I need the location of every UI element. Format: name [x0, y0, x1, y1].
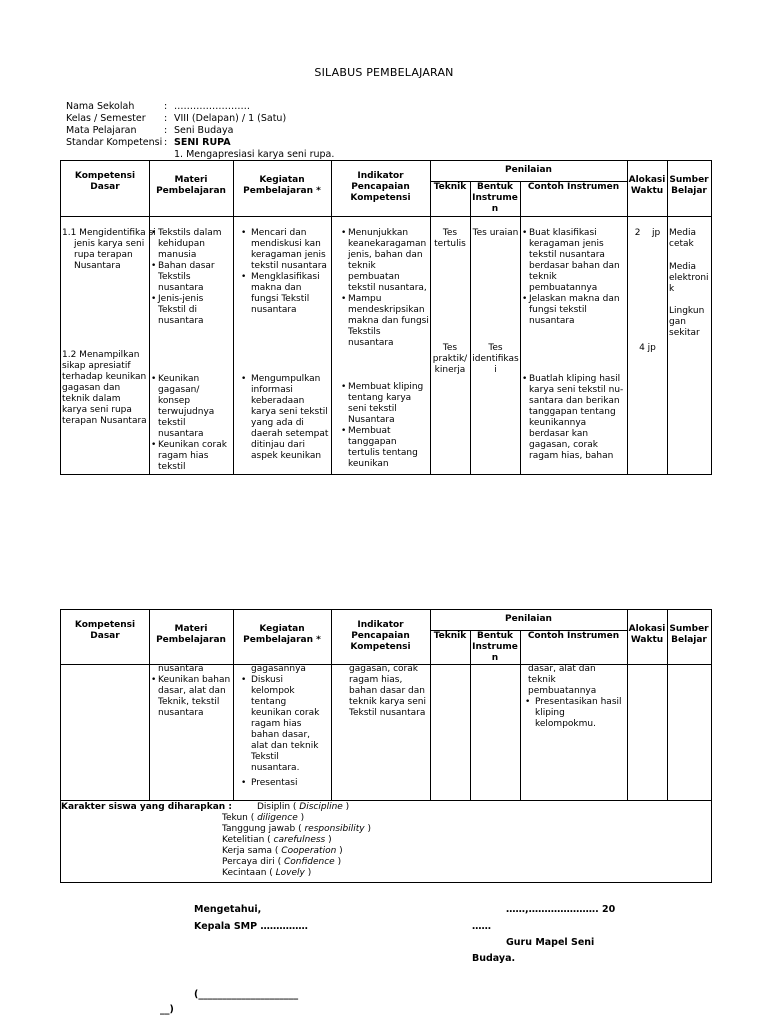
kegiatan-list-2 — [239, 374, 329, 462]
standard-label: Standar Kompetensi — [66, 137, 163, 148]
header-sumber: Sumber Belajar — [669, 624, 709, 645]
header-kd: Kompetensi Dasar — [74, 620, 136, 641]
class-label: Kelas / Semester — [66, 113, 146, 124]
header-materi: Materi Pembelajaran — [156, 175, 226, 196]
bentuk-2: Tes identifikas i — [472, 343, 519, 375]
standard-item: 1. Mengapresiasi karya seni rupa. — [174, 149, 335, 160]
school-label: Nama Sekolah — [66, 101, 135, 112]
colon: : — [164, 125, 168, 136]
header-contoh: Contoh Instrumen — [527, 182, 620, 192]
list-item: • Membuat tanggapan tertulis tentang keunikan — [341, 426, 429, 470]
sumber-3: Lingkun gan sekitar — [669, 306, 705, 338]
guru-label-cont: Budaya. — [472, 953, 516, 964]
list-item: • Mengklasifikasi makna dan fungsi Tekstil nusantara — [239, 272, 329, 316]
sumber-2: Media elektroni k — [669, 262, 709, 294]
karakter-item: Tekun ( diligence ) — [222, 813, 305, 823]
list-item: • Jelaskan makna dan fungsi tekstil nusantara — [522, 294, 624, 327]
syllabus-table-page1 — [60, 160, 712, 475]
header-penilaian: Penilaian — [505, 165, 552, 175]
header-teknik: Teknik — [433, 182, 467, 192]
signature-name-close: __) — [160, 1004, 174, 1015]
header-materi: Materi Pembelajaran — [156, 624, 226, 645]
class-value: VIII (Delapan) / 1 (Satu) — [174, 113, 287, 124]
header-bentuk: Bentuk Instrume n — [472, 182, 518, 214]
school-value: …………………… — [174, 101, 250, 112]
list-item: • Mencari dan mendiskusi kan keragaman jenis tekstil nusantara — [239, 228, 329, 272]
list-item: • Buatlah kliping hasil karya seni tekstil nu- santara dan berikan tanggapan tentang keunikannya berdasar kan gagasan, corak ragam hias, bahan — [522, 374, 624, 462]
teknik-1: Tes tertulis — [434, 228, 466, 249]
kd-1-2: 1.2 Menampilkan sikap apresiatif terhadap keunikan gagasan dan teknik dalam karya seni rupa terapan Nusantara — [62, 350, 147, 426]
contoh-list — [522, 228, 624, 327]
list-item: • Presentasi — [239, 778, 329, 789]
date-cont: …… — [472, 921, 491, 932]
contoh-cont: dasar, alat dan teknik pembuatannya — [528, 664, 597, 696]
mengetahui-label: Mengetahui, — [194, 904, 262, 915]
colon: : — [164, 101, 168, 112]
sumber-1: Media cetak — [669, 228, 697, 249]
list-item: • Membuat kliping tentang karya seni tekstil Nusantara — [341, 382, 429, 426]
kegiatan-list — [239, 228, 329, 316]
materi-list — [151, 675, 231, 719]
list-item: • Mengumpulkan informasi keberadaan karya seni tekstil yang ada di daerah setempat ditinjau dari aspek keunikan — [239, 374, 329, 462]
header-indikator: Indikator Pencapaian Kompetensi — [350, 620, 411, 652]
karakter-item: Disiplin ( Discipline ) — [257, 802, 350, 812]
signature-name-line: (_____________________ — [194, 989, 299, 1000]
list-item: • Presentasikan hasil kliping kelompokmu. — [523, 697, 627, 730]
bentuk-1: Tes uraian — [472, 228, 519, 238]
kepala-label: Kepala SMP …………… — [194, 921, 308, 932]
list-item: • Menunjukkan keanekaragaman jenis, bahan dan teknik pembuatan tekstil nusantara, — [341, 228, 429, 294]
list-item: • Tekstils dalam kehidupan manusia — [151, 228, 231, 261]
alokasi-1: 2 jp — [634, 228, 661, 238]
header-alokasi: Alokasi Waktu — [628, 175, 666, 196]
header-kegiatan: Kegiatan Pembelajaran * — [243, 624, 321, 645]
list-item: • Diskusi kelompok tentang keunikan corak ragam hias bahan dasar, alat dan teknik Tekstil nusantara. — [239, 675, 329, 774]
indikator-cont: gagasan, corak ragam hias, bahan dasar dan teknik karya seni Tekstil nusantara — [349, 664, 426, 718]
teknik-2: Tes praktik/ kinerja — [432, 343, 468, 375]
header-penilaian: Penilaian — [505, 614, 552, 624]
list-item: • Keunikan bahan dasar, alat dan Teknik, tekstil nusantara — [151, 675, 231, 719]
indikator-list-2 — [341, 382, 429, 470]
karakter-item: Kecintaan ( Lovely ) — [222, 868, 312, 878]
header-alokasi: Alokasi Waktu — [628, 624, 666, 645]
contoh-list — [523, 697, 627, 730]
kegiatan-list — [239, 675, 329, 789]
karakter-item: Kerja sama ( Cooperation ) — [222, 846, 343, 856]
standard-value: SENI RUPA — [174, 137, 231, 148]
page-title: SILABUS PEMBELAJARAN — [314, 66, 454, 79]
indikator-list — [341, 228, 429, 349]
kegiatan-cont: gagasannya — [251, 664, 306, 674]
colon: : — [164, 113, 168, 124]
materi-list-2 — [151, 374, 231, 473]
header-indikator: Indikator Pencapaian Kompetensi — [350, 171, 411, 203]
header-kegiatan: Kegiatan Pembelajaran * — [243, 175, 321, 196]
header-teknik: Teknik — [433, 631, 467, 641]
karakter-item: Percaya diri ( Confidence ) — [222, 857, 342, 867]
header-sumber: Sumber Belajar — [669, 175, 709, 196]
guru-label: Guru Mapel Seni — [506, 937, 595, 948]
kd-1-1: 1.1 Mengidentifika si jenis karya seni rupa terapan Nusantara — [62, 228, 156, 271]
subject-value: Seni Budaya — [174, 125, 234, 136]
contoh-list-2 — [522, 374, 624, 462]
header-bentuk: Bentuk Instrume n — [472, 631, 518, 663]
list-item: • Jenis-jenis Tekstil di nusantara — [151, 294, 231, 327]
list-item: • Mampu mendeskripsikan makna dan fungsi Tekstils nusantara — [341, 294, 429, 349]
subject-label: Mata Pelajaran — [66, 125, 137, 136]
karakter-item: Ketelitian ( carefulness ) — [222, 835, 332, 845]
list-item: • Keunikan gagasan/ konsep terwujudnya tekstil nusantara — [151, 374, 231, 440]
materi-list — [151, 228, 231, 327]
colon: : — [164, 137, 168, 148]
karakter-item: Tanggung jawab ( responsibility ) — [222, 824, 371, 834]
alokasi-2: 4 jp — [639, 343, 656, 353]
syllabus-table-page2 — [60, 609, 712, 883]
karakter-label: Karakter siswa yang diharapkan : — [61, 802, 232, 812]
list-item: • Bahan dasar Tekstils nusantara — [151, 261, 231, 294]
header-kd: Kompetensi Dasar — [74, 171, 136, 192]
syllabus-identity — [66, 101, 334, 161]
materi-cont: nusantara — [158, 664, 204, 674]
list-item: • Buat klasifikasi keragaman jenis tekstil nusantara berdasar bahan dan teknik pembuatannya — [522, 228, 624, 294]
list-item: • Keunikan corak ragam hias tekstil — [151, 440, 231, 473]
header-contoh: Contoh Instrumen — [527, 631, 620, 641]
date-line: ……,…………………. 20 — [506, 904, 616, 915]
